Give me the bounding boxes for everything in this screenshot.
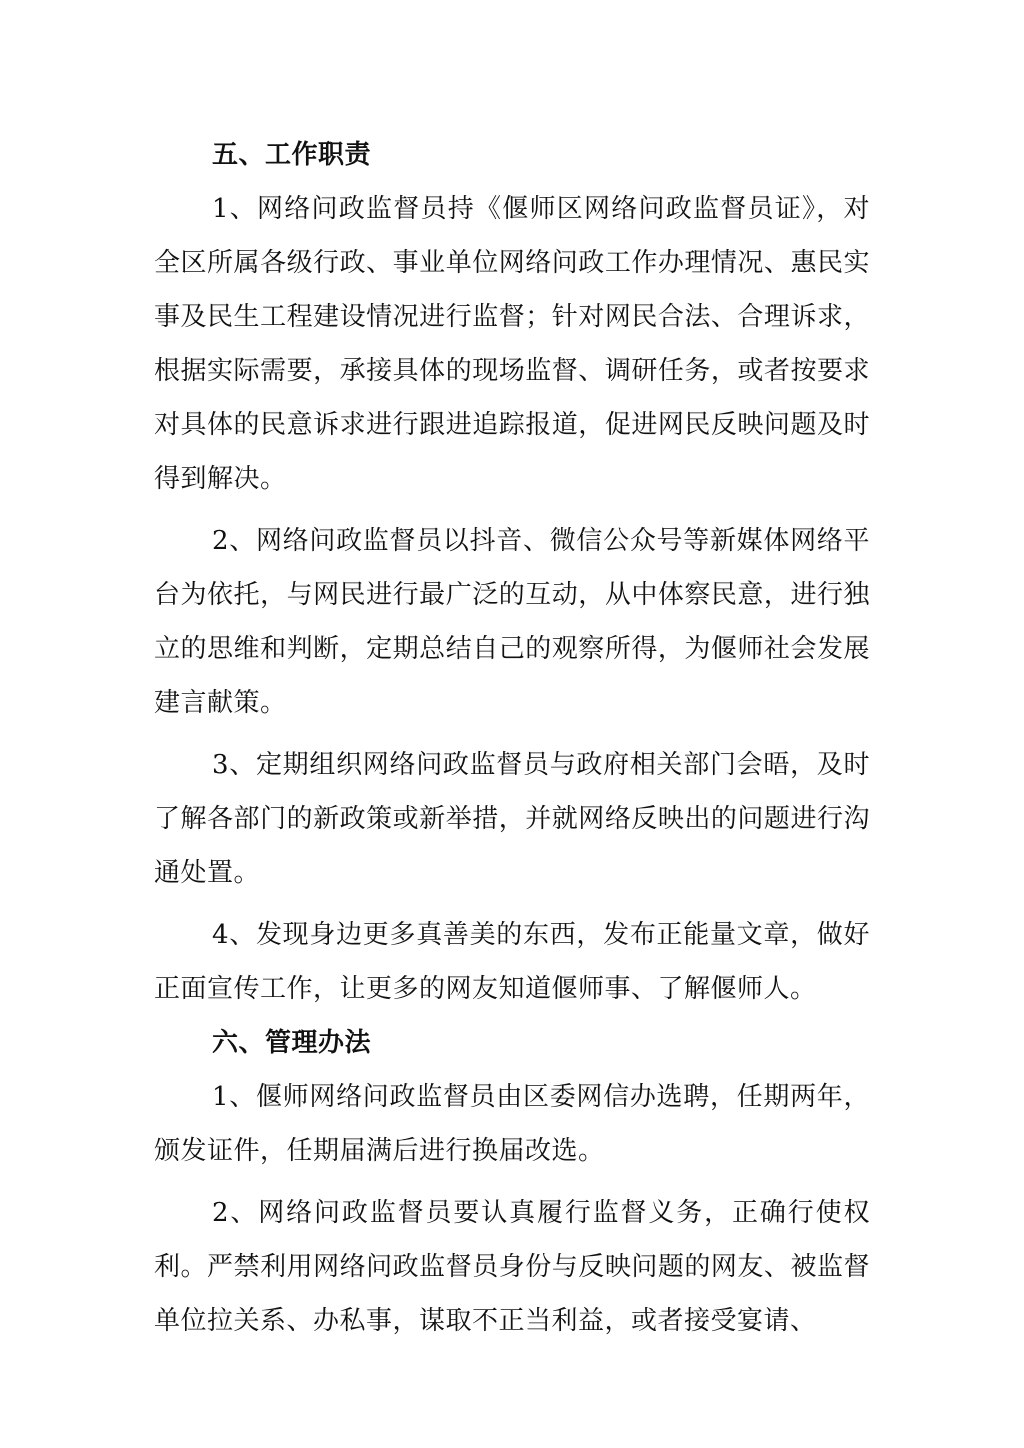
management-item-1: 1、偃师网络问政监督员由区委网信办选聘，任期两年，颁发证件，任期届满后进行换届改选。	[154, 1082, 870, 1166]
duty-item-2: 2、网络问政监督员以抖音、微信公众号等新媒体网络平台为依托，与网民进行最广泛的互动，从中体察民意，进行独立的思维和判断，定期总结自己的观察所得，为偃师社会发展建言献策。	[154, 526, 870, 718]
management-item-2: 2、网络问政监督员要认真履行监督义务，正确行使权利。严禁利用网络问政监督员身份与反映问题的网友、被监督单位拉关系、办私事，谋取不正当利益，或者接受宴请、	[154, 1198, 870, 1336]
duty-item-4: 4、发现身边更多真善美的东西，发布正能量文章，做好正面宣传工作，让更多的网友知道偃师事、了解偃师人。	[154, 920, 870, 1004]
document-body	[154, 128, 870, 1348]
duty-item-3: 3、定期组织网络问政监督员与政府相关部门会晤，及时了解各部门的新政策或新举措，并就网络反映出的问题进行沟通处置。	[154, 750, 870, 888]
duty-item-1: 1、网络问政监督员持《偃师区网络问政监督员证》，对全区所属各级行政、事业单位网络问政工作办理情况、惠民实事及民生工程建设情况进行监督；针对网民合法、合理诉求，根据实际需要，承接具体的现场监督、调研任务，或者按要求对具体的民意诉求进行跟进追踪报道，促进网民反映问题及时得到解决。	[154, 194, 870, 494]
section-heading-duties: 五、工作职责	[212, 140, 372, 170]
section-heading-management: 六、管理办法	[212, 1028, 372, 1058]
